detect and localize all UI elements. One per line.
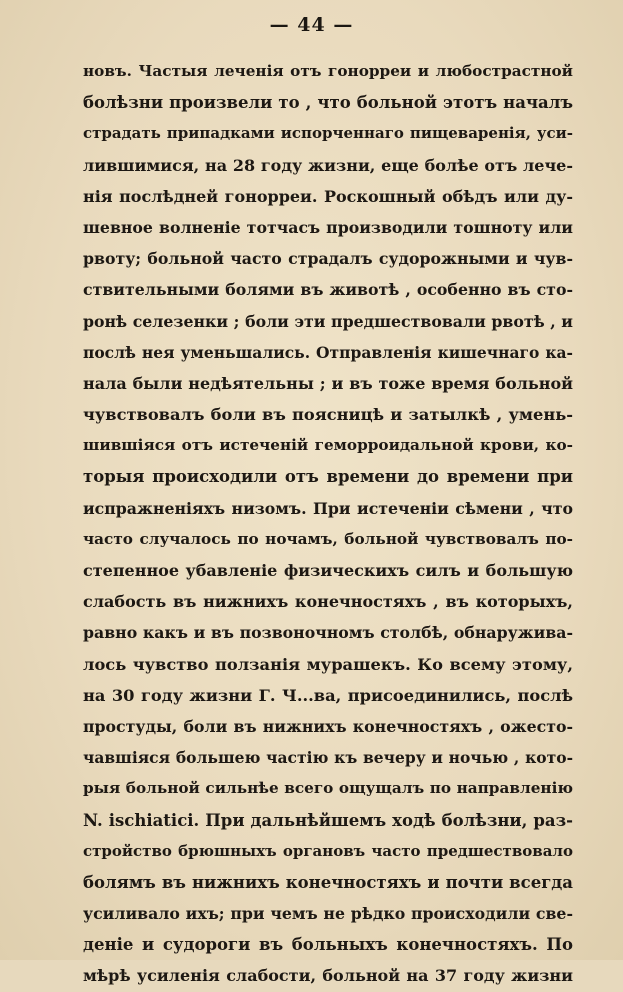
text-line-2: болѣзни произвели то , что больной этотъ началъ (83, 93, 573, 113)
text-line-23: чавшіяся большею частію къ вечеру и ночью , кото- (83, 748, 573, 768)
text-line-13: шившіяся отъ истеченій геморроидальной крови, ко- (83, 436, 573, 455)
text-line-15: испражненіяхъ низомъ. При истеченіи сѣмени , что (83, 498, 573, 518)
text-line-21: на 30 году жизни Г. Ч...ва, присоединились, послѣ (83, 685, 573, 705)
page-number-header: — 44 — (269, 14, 354, 36)
text-line-8: ствительными болями въ животѣ , особенно въ сто- (83, 280, 573, 300)
text-line-20: лось чувство ползанія мурашекъ. Ко всему этому, (83, 654, 573, 674)
text-line-7: рвоту; больной часто страдалъ судорожными и чув- (83, 249, 573, 269)
text-line-10: послѣ нея уменьшались. Отправленія кишечнаго ка- (83, 342, 573, 362)
text-line-12: чувствовалъ боли въ поясницѣ и затылкѣ , умень- (83, 405, 573, 425)
text-line-28: усиливало ихъ; при чемъ не рѣдко происходили све- (83, 904, 573, 924)
text-line-25: N. ischiatici. При дальнѣйшемъ ходѣ болѣзни, раз- (83, 810, 573, 830)
text-line-5: нія послѣдней гонорреи. Роскошный обѣдъ или ду- (83, 186, 573, 206)
text-line-18: слабость въ нижнихъ конечностяхъ , въ которыхъ, (83, 592, 573, 612)
text-line-1: новъ. Частыя леченія отъ гонорреи и любострастной (83, 62, 573, 80)
text-line-26: стройство брюшныхъ органовъ часто предшествовало (83, 841, 573, 860)
text-line-9: ронѣ селезенки ; боли эти предшествовали рвотѣ , и (83, 311, 573, 331)
text-line-3: страдать припадками испорченнаго пищеваренія, уси- (83, 124, 573, 143)
text-line-29: деніе и судороги въ больныхъ конечностяхъ. По (83, 935, 573, 955)
text-line-6: шевное волненіе тотчасъ производили тошноту или (83, 217, 573, 237)
text-line-27: болямъ въ нижнихъ конечностяхъ и почти всегда (83, 872, 573, 892)
text-line-24: рыя больной сильнѣе всего ощущалъ по направленію (83, 779, 573, 798)
body-text (83, 56, 573, 992)
text-line-30: мѣрѣ усиленія слабости, больной на 37 году жизни (83, 966, 573, 986)
text-line-4: лившимися, на 28 году жизни, еще болѣе отъ лече- (83, 155, 573, 175)
text-line-22: простуды, боли въ нижнихъ конечностяхъ , ожесто- (83, 716, 573, 736)
text-line-11: нала были недѣятельны ; и въ тоже время больной (83, 373, 573, 393)
text-line-19: равно какъ и въ позвоночномъ столбѣ, обнаружива- (83, 623, 573, 643)
text-line-16: часто случалось по ночамъ, больной чувствовалъ по- (83, 529, 573, 548)
text-line-17: степенное убавленіе физическихъ силъ и большую (83, 561, 573, 580)
text-line-14: торыя происходили отъ времени до времени при (83, 467, 573, 487)
